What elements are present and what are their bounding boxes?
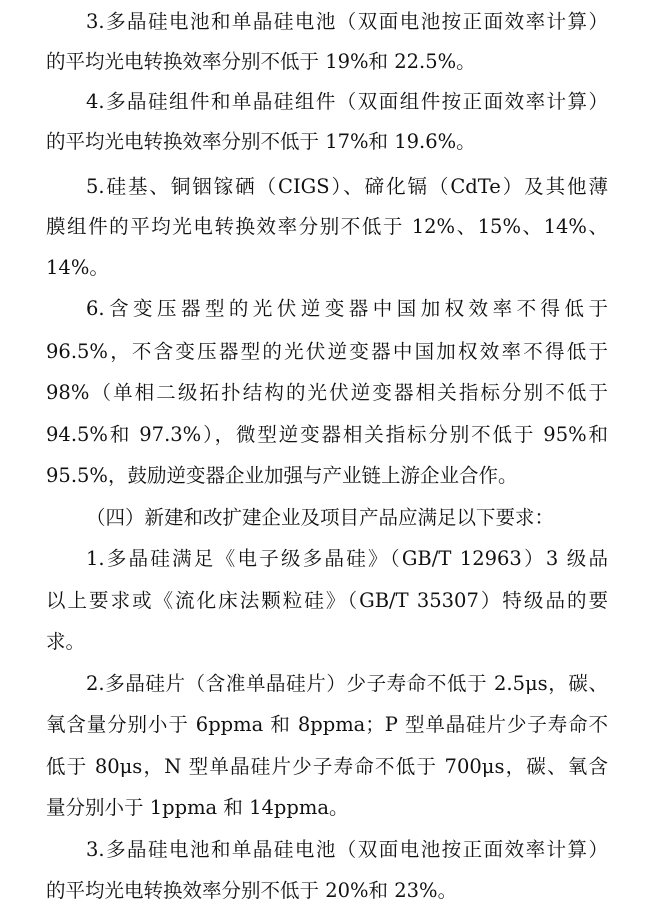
text-line: 膜组件的平均光电转换效率分别不低于 12%、15%、14%、 xyxy=(46,215,608,238)
text-line: 3.多晶硅电池和单晶硅电池（双面电池按正面效率计算） xyxy=(86,838,608,861)
text-line: 95.5%，鼓励逆变器企业加强与产业链上游企业合作。 xyxy=(46,464,518,487)
section-heading: （四）新建和改扩建企业及项目产品应满足以下要求： xyxy=(86,506,555,529)
text-line: 98%（单相二级拓扑结构的光伏逆变器相关指标分别不低于 xyxy=(46,381,608,404)
text-line: 2.多晶硅片（含准单晶硅片）少子寿命不低于 2.5μs，碳、 xyxy=(86,672,608,695)
text-line: 的平均光电转换效率分别不低于 20%和 23%。 xyxy=(46,879,458,902)
text-line: 94.5%和 97.3%），微型逆变器相关指标分别不低于 95%和 xyxy=(46,423,608,446)
text-line: 1.多晶硅满足《电子级多晶硅》（GB/T 12963）3 级品 xyxy=(86,547,608,570)
text-line: 6.含变压器型的光伏逆变器中国加权效率不得低于 xyxy=(86,297,608,320)
text-line: 以上要求或《流化床法颗粒硅》（GB/T 35307）特级品的要 xyxy=(46,589,608,612)
text-line: 求。 xyxy=(46,630,86,653)
text-line: 96.5%，不含变压器型的光伏逆变器中国加权效率不得低于 xyxy=(46,340,608,363)
text-line: 4.多晶硅组件和单晶硅组件（双面组件按正面效率计算） xyxy=(86,90,608,113)
text-line: 3.多晶硅电池和单晶硅电池（双面电池按正面效率计算） xyxy=(86,10,608,33)
text-line: 量分别小于 1ppma 和 14ppma。 xyxy=(46,796,349,819)
text-line: 14%。 xyxy=(46,256,109,279)
text-line: 低于 80μs，N 型单晶硅片少子寿命不低于 700μs，碳、氧含 xyxy=(46,755,608,778)
text-line: 5.硅基、铜铟镓硒（CIGS）、碲化镉（CdTe）及其他薄 xyxy=(86,175,608,198)
text-line: 氧含量分别小于 6ppma 和 8ppma；P 型单晶硅片少子寿命不 xyxy=(46,713,608,736)
text-line: 的平均光电转换效率分别不低于 17%和 19.6%。 xyxy=(46,130,476,153)
text-line: 的平均光电转换效率分别不低于 19%和 22.5%。 xyxy=(46,50,476,73)
